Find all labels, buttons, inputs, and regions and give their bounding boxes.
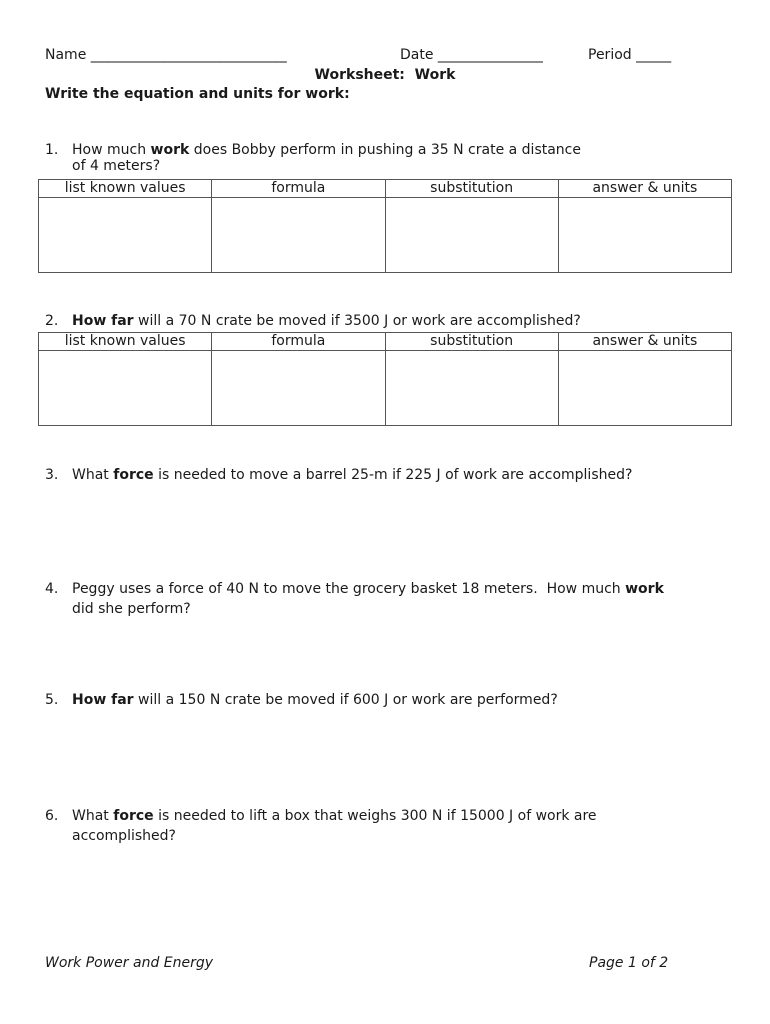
question-1: 1. How much work does Bobby perform in pushing a 35 N crate a distance of 4 meters? [45,142,581,174]
table-header-known-values: list known values [39,333,212,351]
table-header-known-values: list known values [39,180,212,198]
question-4: 4. Peggy uses a force of 40 N to move the grocery basket 18 meters. How much work did she perform? [45,581,664,617]
table-header-substitution: substitution [385,180,558,198]
question-keyword: force [113,808,154,824]
answer-cell-substitution[interactable] [385,198,558,273]
question-3: 3. What force is needed to move a barrel 25-m if 225 J of work are accomplished? [45,467,633,483]
date-label: Date [400,47,434,63]
answer-cell-answer-units[interactable] [558,351,731,426]
answer-cell-answer-units[interactable] [558,198,731,273]
footer-unit-title: Work Power and Energy [45,955,214,971]
date-blank[interactable]: _______________ [437,47,543,63]
name-blank[interactable]: ____________________________ [90,47,287,63]
instruction-text: Write the equation and units for work: [45,86,350,102]
name-field[interactable] [45,47,287,63]
footer-page-number: Page 1 of 2 [589,955,669,971]
answer-cell-known-values[interactable] [39,351,212,426]
question-keyword: work [150,142,190,158]
question-keyword: How far [72,692,134,708]
question-keyword: How far [72,313,134,329]
question-number: 6. [45,808,59,824]
page-title: Worksheet: Work [314,67,456,83]
table-header-formula: formula [212,333,385,351]
answer-table-1 [38,179,732,273]
period-field[interactable] [588,47,671,63]
question-number: 4. [45,581,59,597]
name-label: Name [45,47,87,63]
answer-cell-formula[interactable] [212,198,385,273]
answer-cell-substitution[interactable] [385,351,558,426]
period-blank[interactable]: _____ [636,47,672,63]
question-number: 2. [45,313,59,329]
question-keyword: force [113,467,154,483]
question-number: 1. [45,142,59,158]
date-field[interactable] [400,47,543,63]
question-number: 5. [45,692,59,708]
question-2: 2. How far will a 70 N crate be moved if 3500 J or work are accomplished? [45,313,581,329]
table-header-substitution: substitution [385,333,558,351]
table-header-answer-units: answer & units [558,180,731,198]
question-6: 6. What force is needed to lift a box that weighs 300 N if 15000 J of work are accomplished? [45,808,597,844]
table-header-formula: formula [212,180,385,198]
question-number: 3. [45,467,59,483]
answer-cell-known-values[interactable] [39,198,212,273]
question-keyword: work [625,581,664,597]
answer-table-2 [38,332,732,426]
table-header-answer-units: answer & units [558,333,731,351]
question-5: 5. How far will a 150 N crate be moved if 600 J or work are performed? [45,692,558,708]
period-label: Period [588,47,632,63]
answer-cell-formula[interactable] [212,351,385,426]
